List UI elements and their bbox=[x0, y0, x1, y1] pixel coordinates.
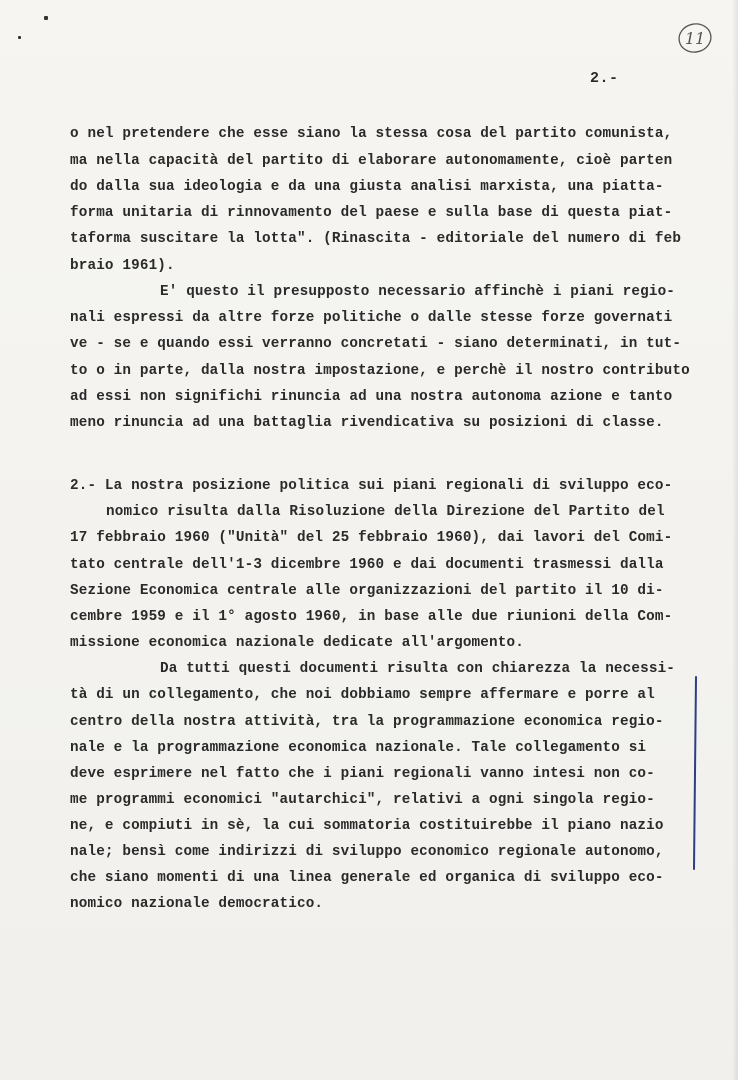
text-line: meno rinuncia ad una battaglia rivendicativa su posizioni di classe. bbox=[70, 415, 664, 431]
text-line: nomico nazionale democratico. bbox=[70, 896, 324, 912]
section-heading-line: 2.- La nostra posizione politica sui piani regionali di sviluppo eco- bbox=[70, 478, 673, 494]
text-line: ma nella capacità del partito di elaborare autonomamente, cioè parten bbox=[70, 153, 673, 169]
text-line: nomico risulta dalla Risoluzione della Direzione del Partito del bbox=[106, 504, 665, 520]
text-line: do dalla sua ideologia e da una giusta analisi marxista, una piatta- bbox=[70, 179, 664, 195]
archive-number-stamp bbox=[676, 20, 714, 56]
text-line: deve esprimere nel fatto che i piani regionali vanno intesi non co- bbox=[70, 766, 655, 782]
text-line: che siano momenti di una linea generale ed organica di sviluppo eco- bbox=[70, 870, 664, 886]
text-line: nale e la programmazione economica nazionale. Tale collegamento si bbox=[70, 740, 647, 756]
text-line: forma unitaria di rinnovamento del paese e sulla base di questa piat- bbox=[70, 205, 673, 221]
text-line: Sezione Economica centrale alle organizzazioni del partito il 10 di- bbox=[70, 583, 664, 599]
text-line: Da tutti questi documenti risulta con chiarezza la necessi- bbox=[160, 661, 676, 677]
ink-speck bbox=[44, 16, 48, 20]
text-line: tà di un collegamento, che noi dobbiamo sempre affermare e porre al bbox=[70, 687, 655, 703]
text-line: o nel pretendere che esse siano la stessa cosa del partito comunista, bbox=[70, 126, 673, 142]
text-line: ad essi non significhi rinuncia ad una nostra autonoma azione e tanto bbox=[70, 389, 673, 405]
text-line: nale; bensì come indirizzi di sviluppo economico regionale autonomo, bbox=[70, 844, 664, 860]
text-line: ve - se e quando essi verranno concretati - siano determinati, in tut- bbox=[70, 336, 682, 352]
svg-text:11: 11 bbox=[684, 29, 706, 48]
text-line: nali espressi da altre forze politiche o dalle stesse forze governati bbox=[70, 310, 673, 326]
text-line: ne, e compiuti in sè, la cui sommatoria costituirebbe il piano nazio bbox=[70, 818, 664, 834]
text-line: 17 febbraio 1960 ("Unità" del 25 febbraio 1960), dai lavori del Comi- bbox=[70, 530, 673, 546]
text-line: taforma suscitare la lotta". (Rinascita - editoriale del numero di feb bbox=[70, 231, 682, 247]
text-line: E' questo il presupposto necessario affinchè i piani regio- bbox=[160, 284, 676, 300]
page-number: 2.- bbox=[590, 70, 619, 87]
text-line: centro della nostra attività, tra la programmazione economica regio- bbox=[70, 714, 664, 730]
ink-speck bbox=[18, 36, 21, 39]
text-line: braio 1961). bbox=[70, 258, 175, 274]
text-line: me programmi economici "autarchici", relativi a ogni singola regio- bbox=[70, 792, 655, 808]
text-line: missione economica nazionale dedicate all'argomento. bbox=[70, 635, 524, 651]
margin-annotation-line bbox=[693, 676, 697, 870]
text-line: to o in parte, dalla nostra impostazione, e perchè il nostro contributo bbox=[70, 363, 690, 379]
text-line: cembre 1959 e il 1° agosto 1960, in base alle due riunioni della Com- bbox=[70, 609, 673, 625]
page-edge-shadow bbox=[732, 0, 738, 1080]
text-line: tato centrale dell'1-3 dicembre 1960 e dai documenti trasmessi dalla bbox=[70, 557, 664, 573]
